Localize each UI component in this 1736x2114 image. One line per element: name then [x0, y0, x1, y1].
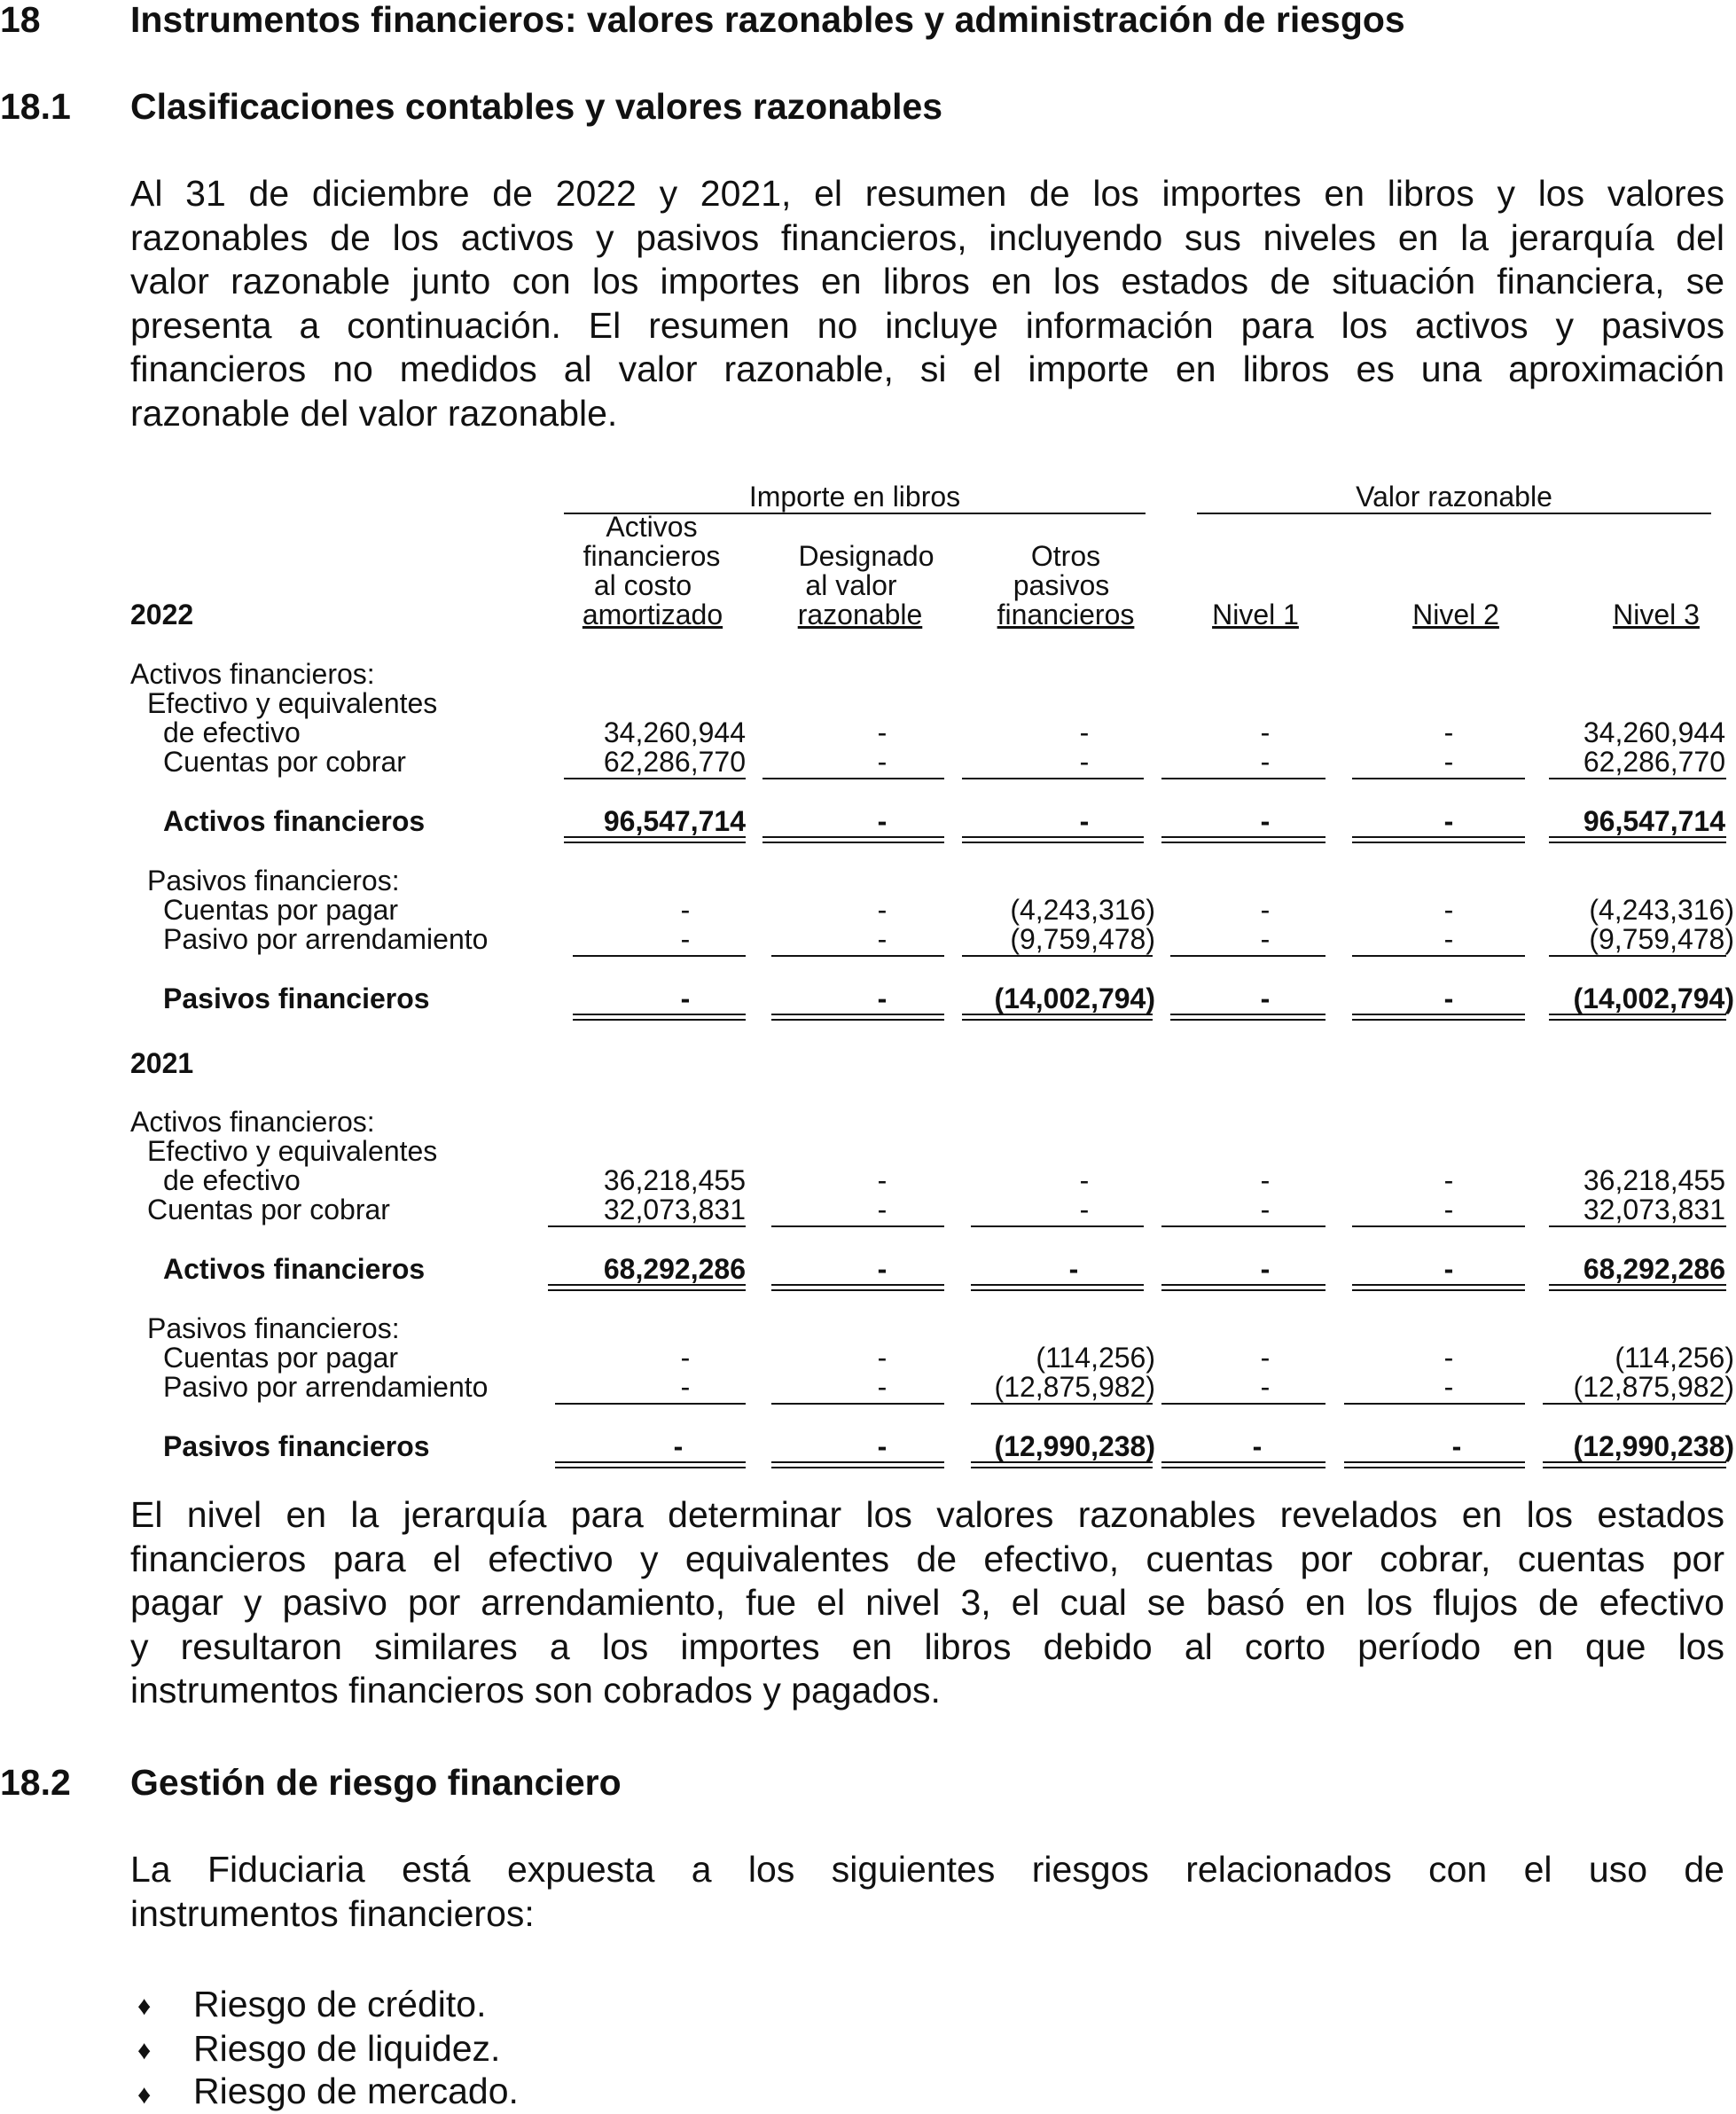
- cell: -: [877, 1342, 888, 1374]
- col4-header: Nivel 1: [1212, 599, 1299, 630]
- subsection-number: 18.2: [0, 1762, 71, 1803]
- row-label: Cuentas por pagar: [163, 1342, 399, 1374]
- cell-total: -: [1451, 1430, 1462, 1462]
- row-heading: Pasivos financieros:: [147, 865, 400, 896]
- subtotal-rule: [1161, 1225, 1325, 1227]
- total-double-rule: [1549, 1014, 1726, 1021]
- row-label: Cuentas por cobrar: [147, 1194, 390, 1225]
- total-double-rule: [1543, 1461, 1726, 1468]
- subtotal-rule: [1549, 955, 1726, 957]
- diamond-bullet-icon: ♦: [137, 1992, 152, 2021]
- cell: (114,256): [1615, 1342, 1734, 1374]
- cell: (114,256): [1036, 1342, 1155, 1374]
- cell: (9,759,478): [1010, 923, 1155, 955]
- intro-line: presenta a continuación. El resumen no incluye información para los activos y pasivos: [130, 304, 1724, 346]
- risk-intro-line: La Fiduciaria está expuesta a los siguientes riesgos relacionados con el uso de: [130, 1849, 1724, 1890]
- subtotal-rule: [1161, 778, 1325, 779]
- row-label: de efectivo: [163, 716, 301, 748]
- total-double-rule: [771, 1014, 944, 1021]
- cell-total: (14,002,794): [1573, 983, 1734, 1014]
- row-label: Efectivo y equivalentes: [147, 687, 438, 719]
- cell-total: -: [1443, 983, 1454, 1014]
- subsection-title: Gestión de riesgo financiero: [130, 1762, 622, 1803]
- cell: -: [1260, 1194, 1271, 1225]
- row-label: Pasivo por arrendamiento: [163, 1371, 489, 1403]
- cell: -: [877, 716, 888, 748]
- row-label: Cuentas por pagar: [163, 894, 399, 926]
- year-label: 2021: [130, 1047, 194, 1079]
- hierarchy-line: financieros para el efectivo y equivalentes de efectivo, cuentas por cobrar, cuentas por: [130, 1538, 1724, 1579]
- cell-total: -: [1079, 805, 1090, 837]
- row-label: Cuentas por cobrar: [163, 746, 406, 778]
- subtotal-rule: [971, 1403, 1153, 1405]
- intro-line: razonables de los activos y pasivos financieros, incluyendo sus niveles en la jerarquía del: [130, 216, 1724, 258]
- col1-header-line: amortizado: [582, 599, 723, 630]
- bullet-item: Riesgo de liquidez.: [193, 2028, 501, 2069]
- total-double-rule: [555, 1461, 746, 1468]
- row-heading: Activos financieros:: [130, 1106, 375, 1138]
- cell: -: [877, 1194, 888, 1225]
- row-label: de efectivo: [163, 1164, 301, 1196]
- total-double-rule: [1549, 836, 1726, 843]
- subtotal-rule: [1549, 778, 1726, 779]
- subtotal-rule: [1352, 778, 1525, 779]
- cell: 32,073,831: [1583, 1194, 1725, 1225]
- group-header-fair: Valor razonable: [1356, 481, 1552, 513]
- cell-total: -: [1260, 805, 1271, 837]
- total-double-rule: [1161, 836, 1325, 843]
- section-number: 18: [0, 0, 41, 40]
- total-double-rule: [771, 1461, 944, 1468]
- cell: (4,243,316): [1589, 894, 1734, 926]
- subtotal-rule: [962, 778, 1144, 779]
- col1-header-line: al costo: [593, 569, 692, 601]
- row-label: Efectivo y equivalentes: [147, 1135, 438, 1167]
- total-double-rule: [1352, 836, 1525, 843]
- diamond-bullet-icon: ♦: [137, 2036, 152, 2065]
- total-double-rule: [1549, 1284, 1726, 1291]
- hierarchy-line: pagar y pasivo por arrendamiento, fue el nivel 3, el cual se basó en los flujos de efectivo: [130, 1582, 1724, 1623]
- col2-header-line: al valor: [805, 569, 897, 601]
- cell: -: [1260, 923, 1271, 955]
- total-double-rule: [962, 836, 1144, 843]
- total-double-rule: [1352, 1014, 1525, 1021]
- cell-total: -: [877, 1430, 888, 1462]
- subtotal-rule: [1549, 1225, 1726, 1227]
- cell: -: [1443, 1164, 1454, 1196]
- hierarchy-line: instrumentos financieros son cobrados y pagados.: [130, 1670, 941, 1711]
- col1-header-line: financieros: [583, 540, 721, 572]
- cell: -: [1443, 1194, 1454, 1225]
- hierarchy-paragraph: [130, 1493, 1724, 1713]
- cell-total: (14,002,794): [994, 983, 1155, 1014]
- intro-paragraph: [130, 172, 1724, 435]
- subtotal-rule: [771, 1225, 944, 1227]
- cell-total: -: [1443, 1253, 1454, 1285]
- row-heading: Pasivos financieros:: [147, 1312, 400, 1344]
- cell-total: 96,547,714: [1583, 805, 1725, 837]
- bullet-item: Riesgo de mercado.: [193, 2071, 519, 2111]
- subtotal-rule: [771, 1403, 944, 1405]
- cell-total: 68,292,286: [1583, 1253, 1725, 1285]
- subtotal-rule: [573, 955, 746, 957]
- cell: 36,218,455: [603, 1164, 746, 1196]
- cell: -: [680, 894, 691, 926]
- subtotal-rule: [1352, 1225, 1525, 1227]
- subtotal-rule: [1352, 955, 1525, 957]
- total-label: Pasivos financieros: [163, 983, 430, 1014]
- intro-line: financieros no medidos al valor razonable, si el importe en libros es una aproximación: [130, 348, 1724, 389]
- group-header-carrying: Importe en libros: [748, 481, 961, 513]
- cell: -: [1260, 716, 1271, 748]
- total-double-rule: [573, 1014, 746, 1021]
- subtotal-rule: [1344, 1403, 1525, 1405]
- cell-total: -: [673, 1430, 684, 1462]
- cell: 34,260,944: [603, 716, 746, 748]
- cell: -: [1443, 1342, 1454, 1374]
- cell: -: [1443, 716, 1454, 748]
- col3-header-line: Otros: [1030, 540, 1101, 572]
- total-double-rule: [771, 1284, 944, 1291]
- total-double-rule: [1352, 1284, 1525, 1291]
- subtotal-rule: [1170, 955, 1325, 957]
- cell-total: -: [877, 983, 888, 1014]
- cell: -: [877, 1164, 888, 1196]
- cell: -: [1443, 746, 1454, 778]
- row-heading: Activos financieros:: [130, 658, 375, 690]
- cell: 62,286,770: [1583, 746, 1725, 778]
- cell-total: -: [1260, 983, 1271, 1014]
- cell-total: -: [1068, 1253, 1079, 1285]
- total-double-rule: [1161, 1284, 1325, 1291]
- group-rule: [1197, 513, 1711, 514]
- total-double-rule: [1161, 1461, 1325, 1468]
- row-label: Pasivo por arrendamiento: [163, 923, 489, 955]
- total-double-rule: [971, 1284, 1144, 1291]
- subtotal-rule: [548, 1225, 746, 1227]
- cell: -: [1079, 716, 1090, 748]
- cell: -: [1079, 1164, 1090, 1196]
- cell: 34,260,944: [1583, 716, 1725, 748]
- total-label: Activos financieros: [163, 805, 426, 837]
- subsection-number: 18.1: [0, 86, 71, 127]
- col1-header-line: Activos: [606, 511, 698, 543]
- col2-header-line: razonable: [797, 599, 923, 630]
- cell: -: [1260, 1342, 1271, 1374]
- section-title: Instrumentos financieros: valores razonables y administración de riesgos: [130, 0, 1405, 40]
- cell: -: [877, 923, 888, 955]
- intro-line: valor razonable junto con los importes en libros en los estados de situación financiera, se: [130, 261, 1724, 301]
- cell-total: -: [680, 983, 691, 1014]
- total-double-rule: [962, 1014, 1153, 1021]
- cell-total: -: [1252, 1430, 1263, 1462]
- cell: -: [680, 1342, 691, 1374]
- subtotal-rule: [555, 1403, 746, 1405]
- year-label: 2022: [130, 599, 194, 630]
- cell-total: 96,547,714: [603, 805, 746, 837]
- cell: -: [1443, 923, 1454, 955]
- cell: -: [1079, 746, 1090, 778]
- cell: -: [1260, 746, 1271, 778]
- cell: -: [1260, 894, 1271, 926]
- total-double-rule: [1344, 1461, 1525, 1468]
- col2-header-line: Designado: [798, 540, 934, 572]
- hierarchy-line: y resultaron similares a los importes en libros debido al corto período en que los: [130, 1625, 1724, 1667]
- total-label: Activos financieros: [163, 1253, 426, 1285]
- intro-line: razonable del valor razonable.: [130, 392, 618, 434]
- intro-line: Al 31 de diciembre de 2022 y 2021, el resumen de los importes en libros y los valores: [130, 173, 1724, 214]
- subtotal-rule: [962, 955, 1153, 957]
- subtotal-rule: [564, 778, 746, 779]
- cell: (12,875,982): [1573, 1371, 1734, 1403]
- cell-total: -: [1260, 1253, 1271, 1285]
- cell: -: [877, 894, 888, 926]
- cell: 32,073,831: [603, 1194, 746, 1225]
- cell: (12,875,982): [994, 1371, 1155, 1403]
- cell-total: 68,292,286: [603, 1253, 746, 1285]
- cell-total: -: [877, 805, 888, 837]
- cell: -: [680, 1371, 691, 1403]
- cell: -: [877, 746, 888, 778]
- risk-intro-paragraph: [130, 1848, 1724, 1936]
- total-label: Pasivos financieros: [163, 1430, 430, 1462]
- total-double-rule: [971, 1461, 1153, 1468]
- col3-header-line: financieros: [997, 599, 1135, 630]
- bullet-item: Riesgo de crédito.: [193, 1984, 487, 2024]
- col5-header: Nivel 2: [1412, 599, 1499, 630]
- cell: -: [1260, 1164, 1271, 1196]
- col6-header: Nivel 3: [1613, 599, 1700, 630]
- total-double-rule: [564, 836, 746, 843]
- cell-total: -: [877, 1253, 888, 1285]
- total-double-rule: [548, 1284, 746, 1291]
- cell: (4,243,316): [1010, 894, 1155, 926]
- cell: -: [1443, 894, 1454, 926]
- cell-total: (12,990,238): [994, 1430, 1155, 1462]
- subsection-title: Clasificaciones contables y valores razonables: [130, 86, 943, 127]
- cell: -: [1260, 1371, 1271, 1403]
- cell: 62,286,770: [603, 746, 746, 778]
- cell: -: [1443, 1371, 1454, 1403]
- cell-total: (12,990,238): [1573, 1430, 1734, 1462]
- cell: -: [1079, 1194, 1090, 1225]
- cell: -: [680, 923, 691, 955]
- cell: -: [877, 1371, 888, 1403]
- cell-total: -: [1443, 805, 1454, 837]
- subtotal-rule: [1161, 1403, 1325, 1405]
- subtotal-rule: [762, 778, 944, 779]
- hierarchy-line: El nivel en la jerarquía para determinar los valores razonables revelados en los estados: [130, 1494, 1724, 1535]
- diamond-bullet-icon: ♦: [137, 2080, 152, 2110]
- subtotal-rule: [771, 955, 944, 957]
- subtotal-rule: [971, 1225, 1144, 1227]
- risk-intro-line: instrumentos financieros:: [130, 1892, 535, 1934]
- cell: 36,218,455: [1583, 1164, 1725, 1196]
- total-double-rule: [1170, 1014, 1325, 1021]
- col3-header-line: pasivos: [1013, 569, 1110, 601]
- cell: (9,759,478): [1589, 923, 1734, 955]
- total-double-rule: [762, 836, 944, 843]
- subtotal-rule: [1543, 1403, 1726, 1405]
